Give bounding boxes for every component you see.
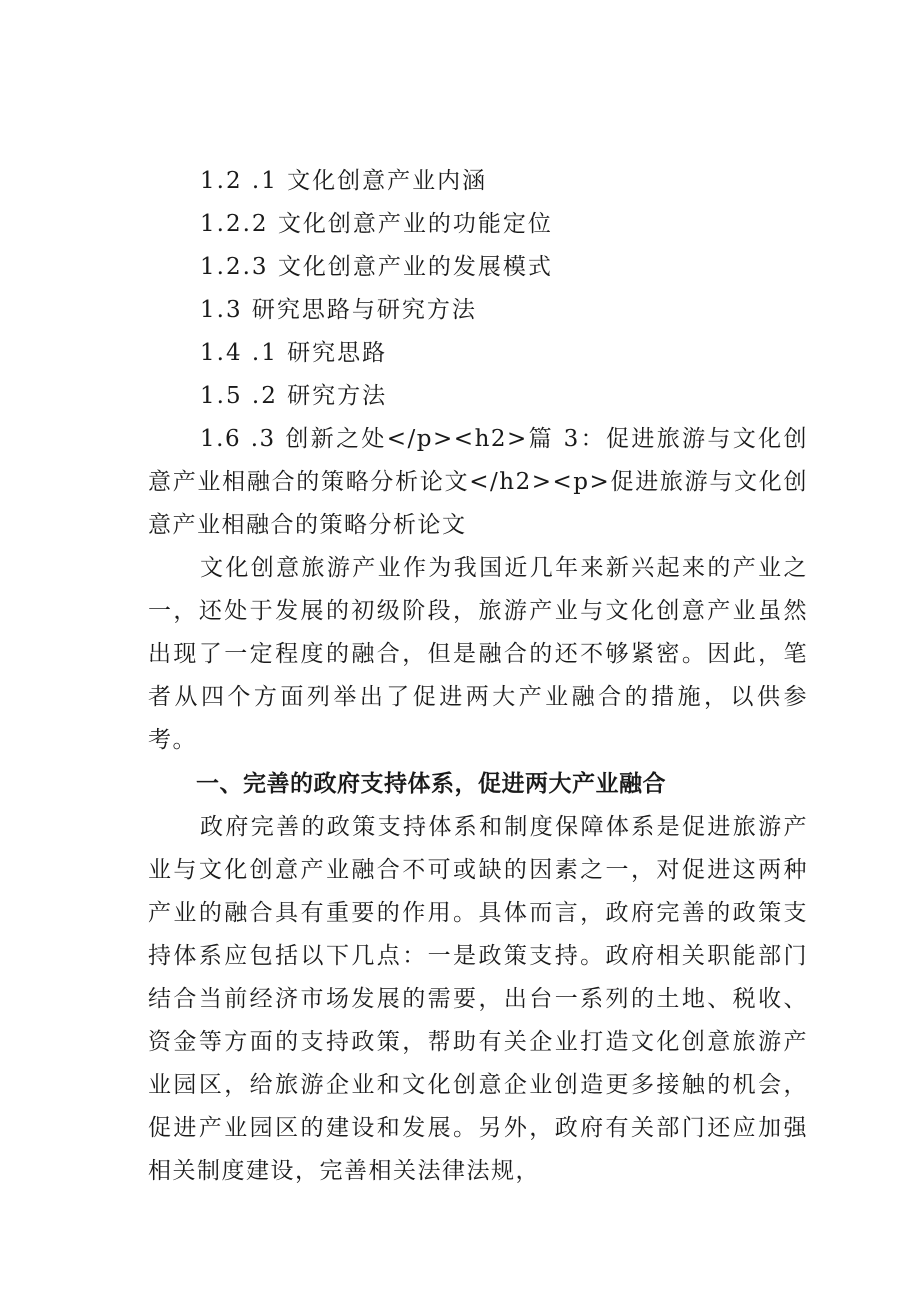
toc-line: 1.5 .2 研究方法 (200, 383, 388, 409)
section-heading: 一、完善的政府支持体系，促进两大产业融合 (196, 771, 666, 797)
section-paragraph: 政府完善的政策支持体系和制度保障体系是促进旅游产业与文化创意产业融合不可或缺的因素之一，对促进这两种产业的融合具有重要的作用。具体而言，政府完善的政策支持体系应包括以下几点：一是政策支持。政府相关职能部门结合当前经济市场发展的需要，出台一系列的土地、税收、资金等方面的支持政策，帮助有关企业打造文化创意旅游产业园区，给旅游企业和文化创意企业创造更多接触的机会，促进产业园区的建设和发展。另外，政府有关部门还应加强相关制度建设，完善相关法律法规， (148, 814, 808, 1184)
toc-line: 1.2.2 文化创意产业的功能定位 (200, 211, 553, 237)
toc-line: 1.2 .1 文化创意产业内涵 (200, 168, 488, 194)
mixed-paragraph: 1.6 .3 创新之处</p><h2>篇 3：促进旅游与文化创意产业相融合的策略分析论文</h2><p>促进旅游与文化创意产业相融合的策略分析论文 (148, 426, 808, 538)
toc-line: 1.3 研究思路与研究方法 (200, 297, 477, 323)
document-body (148, 160, 808, 1193)
intro-paragraph: 文化创意旅游产业作为我国近几年来新兴起来的产业之一，还处于发展的初级阶段，旅游产业与文化创意产业虽然出现了一定程度的融合，但是融合的还不够紧密。因此，笔者从四个方面列举出了促进两大产业融合的措施，以供参考。 (148, 555, 808, 753)
toc-line: 1.2.3 文化创意产业的发展模式 (200, 254, 553, 280)
toc-line: 1.4 .1 研究思路 (200, 340, 388, 366)
